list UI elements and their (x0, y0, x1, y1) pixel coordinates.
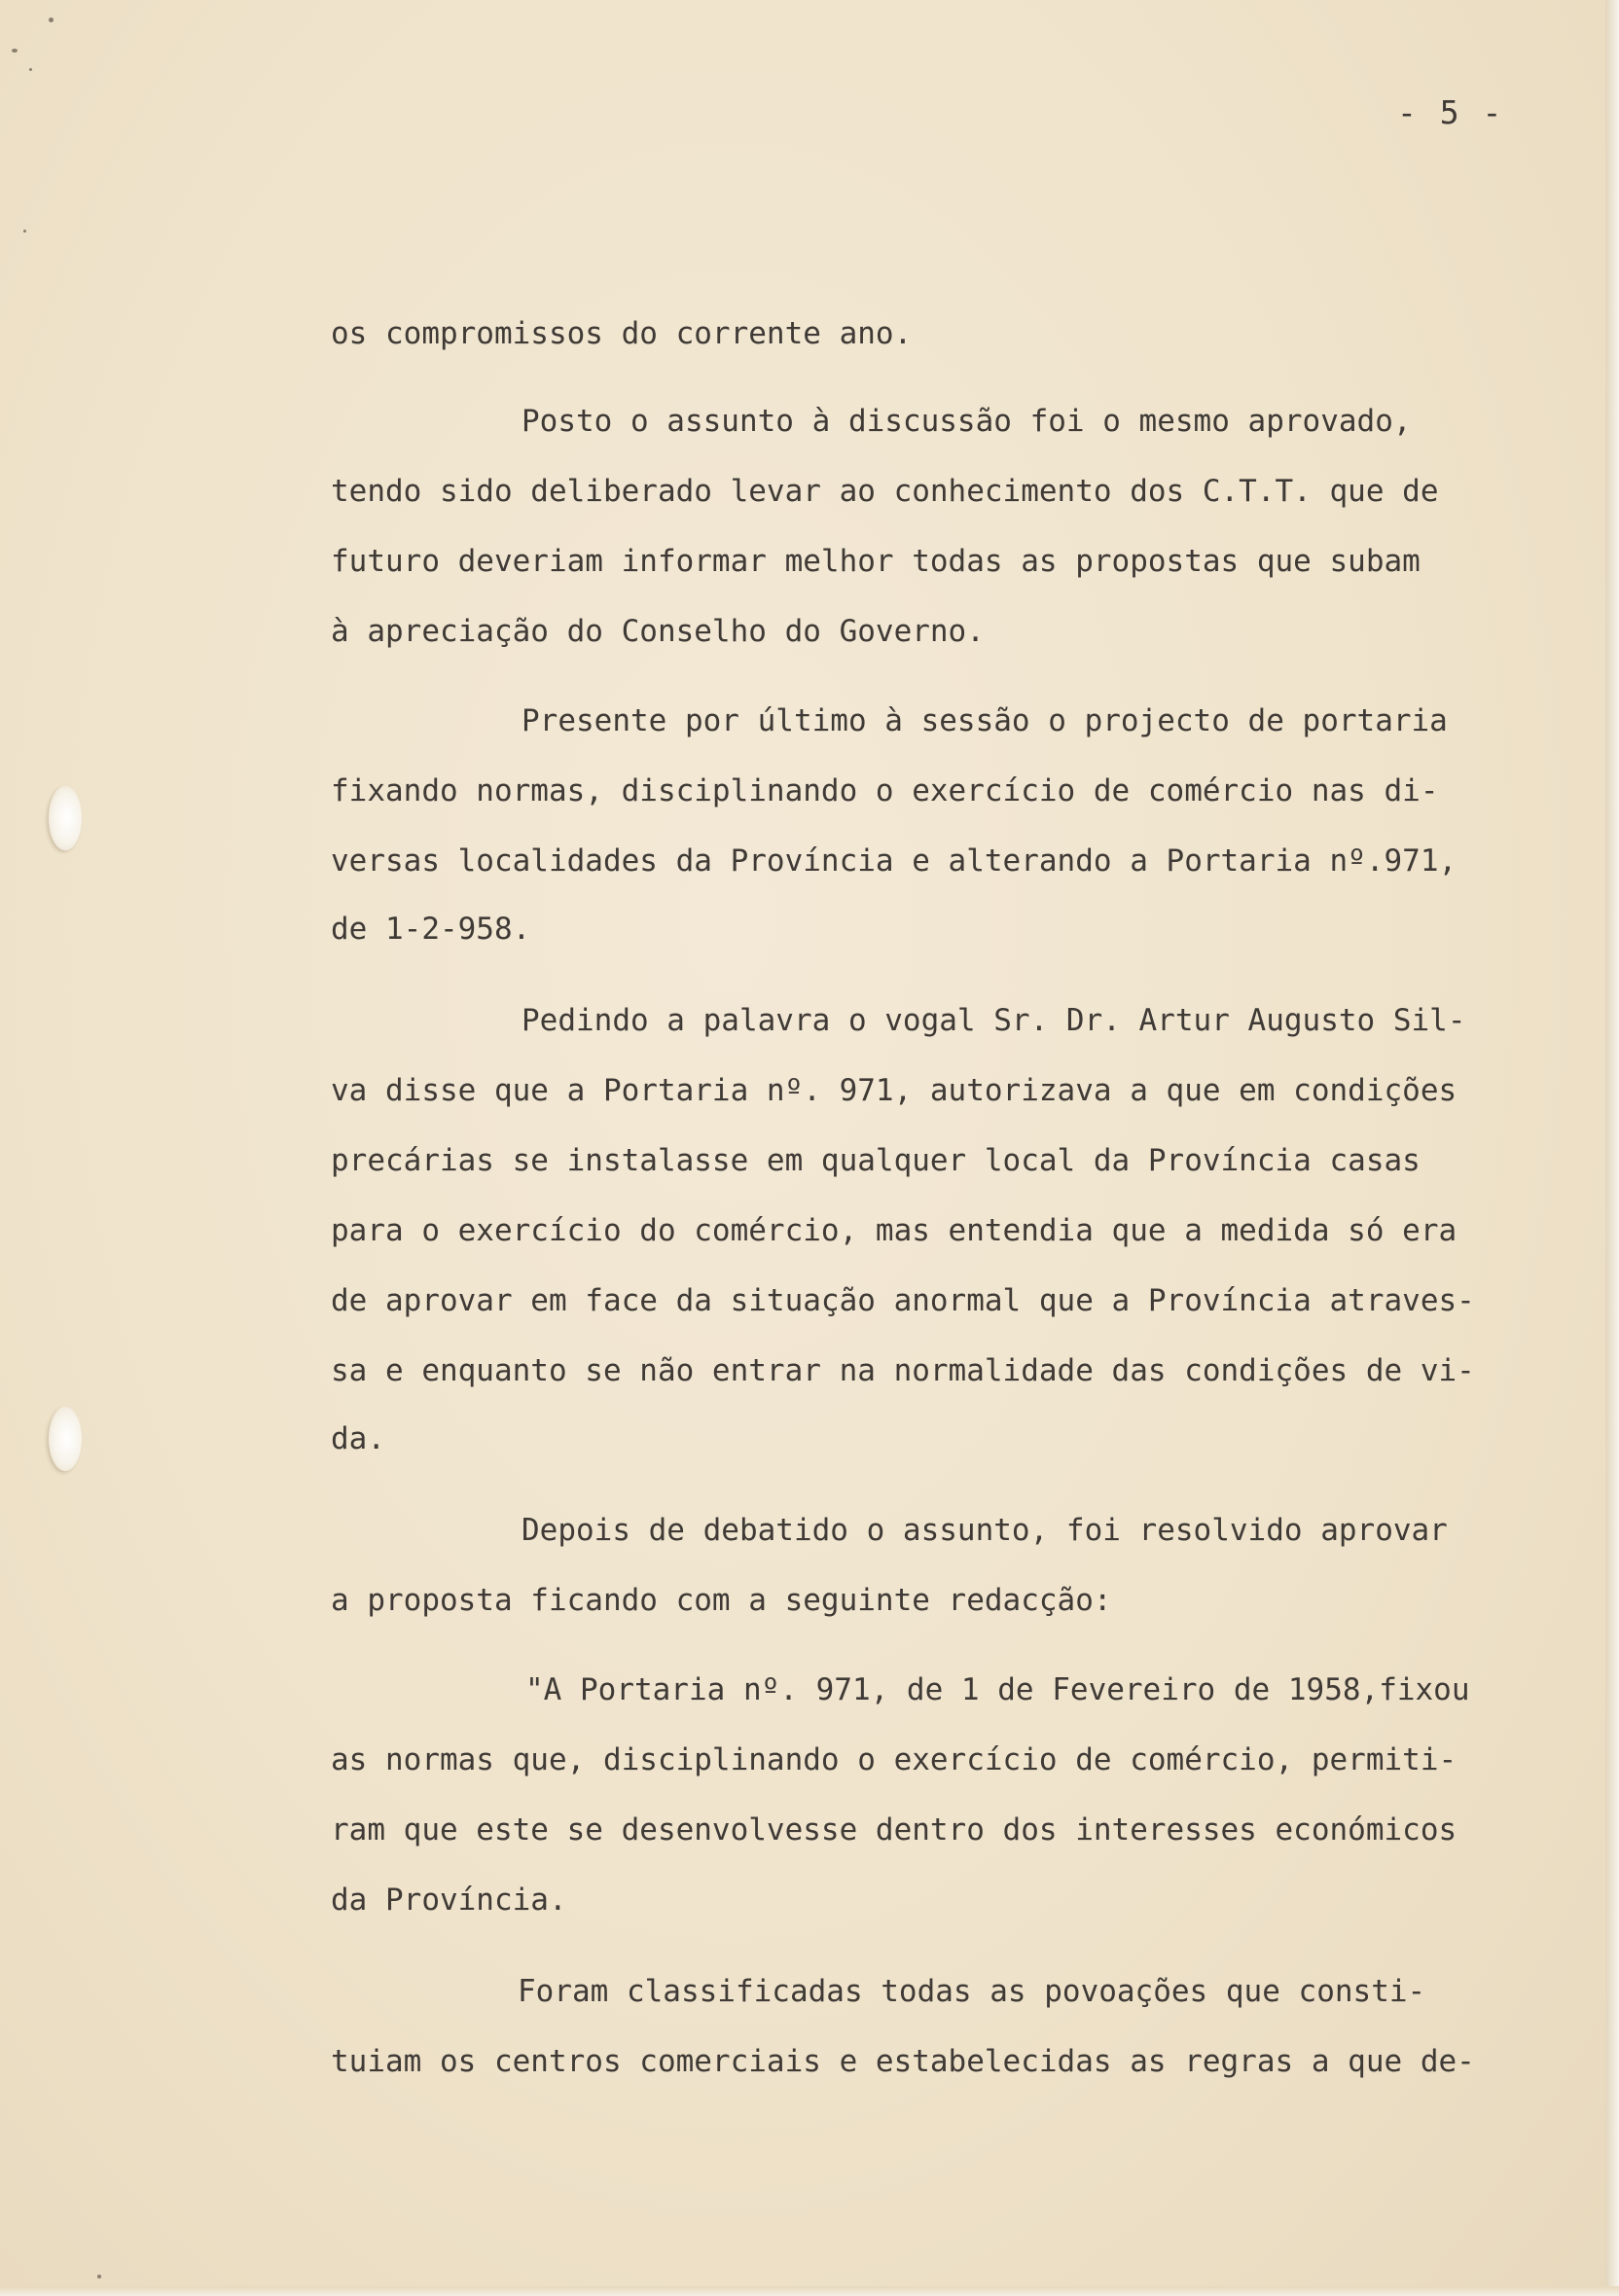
page-number: - 5 - (1397, 93, 1504, 131)
text-line: para o exercício do comércio, mas entendia que a medida só era (331, 1213, 1457, 1248)
paper-speck (12, 49, 18, 53)
text-line: Pedindo a palavra o vogal Sr. Dr. Artur Augusto Sil- (522, 1003, 1466, 1038)
text-line: da. (331, 1421, 385, 1456)
text-line: a proposta ficando com a seguinte redacção: (331, 1583, 1112, 1618)
text-line: precárias se instalasse em qualquer local da Província casas (331, 1143, 1421, 1178)
punch-hole-lower (49, 1407, 82, 1471)
text-line: de aprovar em face da situação anormal que a Província atraves- (331, 1283, 1475, 1318)
text-line: da Província. (331, 1883, 567, 1918)
punch-hole-upper (49, 786, 82, 850)
text-line: Posto o assunto à discussão foi o mesmo aprovado, (522, 404, 1412, 439)
text-line: tendo sido deliberado levar ao conhecimento dos C.T.T. que de (331, 474, 1439, 509)
paper-speck (29, 68, 32, 71)
text-line: sa e enquanto se não entrar na normalidade das condições de vi- (331, 1353, 1475, 1388)
text-line: va disse que a Portaria nº. 971, autorizava a que em condições (331, 1073, 1457, 1108)
paper-bottom-edge (0, 2286, 1619, 2296)
text-line: tuiam os centros comerciais e estabelecidas as regras a que de- (331, 2044, 1475, 2079)
text-line: futuro deveriam informar melhor todas as propostas que subam (331, 544, 1421, 579)
text-line: as normas que, disciplinando o exercício de comércio, permiti- (331, 1742, 1457, 1777)
text-line: ram que este se desenvolvesse dentro dos interesses económicos (331, 1812, 1457, 1848)
paper-right-edge (1605, 0, 1619, 2296)
paper-speck (97, 2275, 101, 2278)
text-line: Foram classificadas todas as povoações que consti- (518, 1974, 1426, 2009)
text-line: versas localidades da Província e alterando a Portaria nº.971, (331, 843, 1457, 879)
text-line: de 1-2-958. (331, 912, 531, 947)
text-line: Depois de debatido o assunto, foi resolvido aprovar (522, 1513, 1448, 1548)
text-line: "A Portaria nº. 971, de 1 de Fevereiro de 1958,fixou (525, 1672, 1470, 1707)
text-line: fixando normas, disciplinando o exercício de comércio nas di- (331, 773, 1439, 808)
text-line: à apreciação do Conselho do Governo. (331, 614, 985, 649)
text-line: Presente por último à sessão o projecto de portaria (522, 703, 1448, 738)
text-line: os compromissos do corrente ano. (331, 316, 913, 351)
paper-speck (49, 18, 54, 22)
paper-speck (23, 230, 26, 233)
